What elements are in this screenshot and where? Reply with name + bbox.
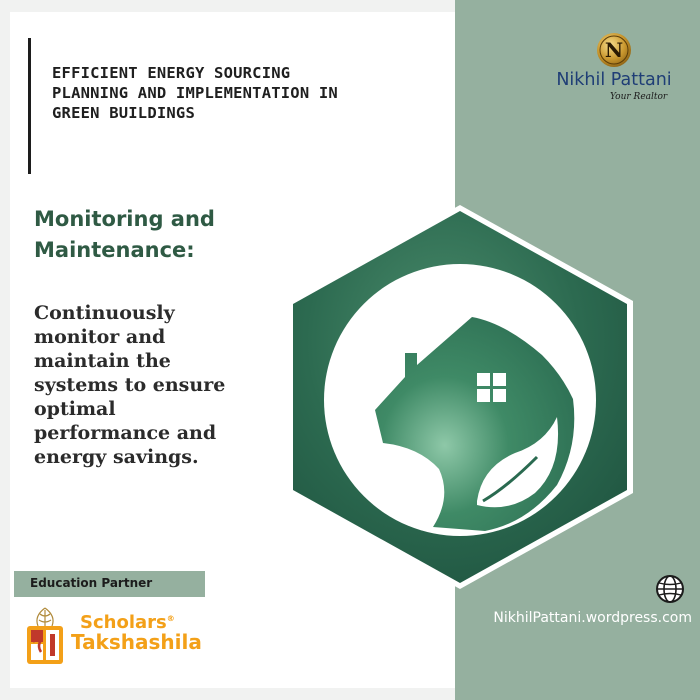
partner-name-line1: Scholars®: [80, 612, 175, 633]
website-link[interactable]: NikhilPattani.wordpress.com: [493, 610, 692, 626]
globe-icon: [655, 574, 685, 604]
section-body: Continuously monitor and maintain the systems to ensure optimal performance and energy savings.: [34, 302, 226, 468]
section-heading: Monitoring and Maintenance:: [34, 207, 215, 262]
page-title: EFFICIENT ENERGY SOURCING PLANNING AND IMPLEMENTATION IN GREEN BUILDINGS: [52, 64, 338, 122]
partner-name-line2: Takshashila: [71, 630, 202, 654]
svg-text:N: N: [604, 38, 624, 62]
scholars-takshashila-logo: [24, 606, 66, 666]
monogram-n-icon: [596, 32, 632, 68]
title-accent-bar: [28, 38, 31, 174]
brand-block: [540, 32, 688, 112]
house-leaf-icon: [287, 205, 633, 589]
partner-label: Education Partner: [30, 576, 153, 590]
brand-name: Nikhil Pattani: [556, 70, 672, 90]
brand-tagline: Your Realtor: [610, 92, 668, 102]
